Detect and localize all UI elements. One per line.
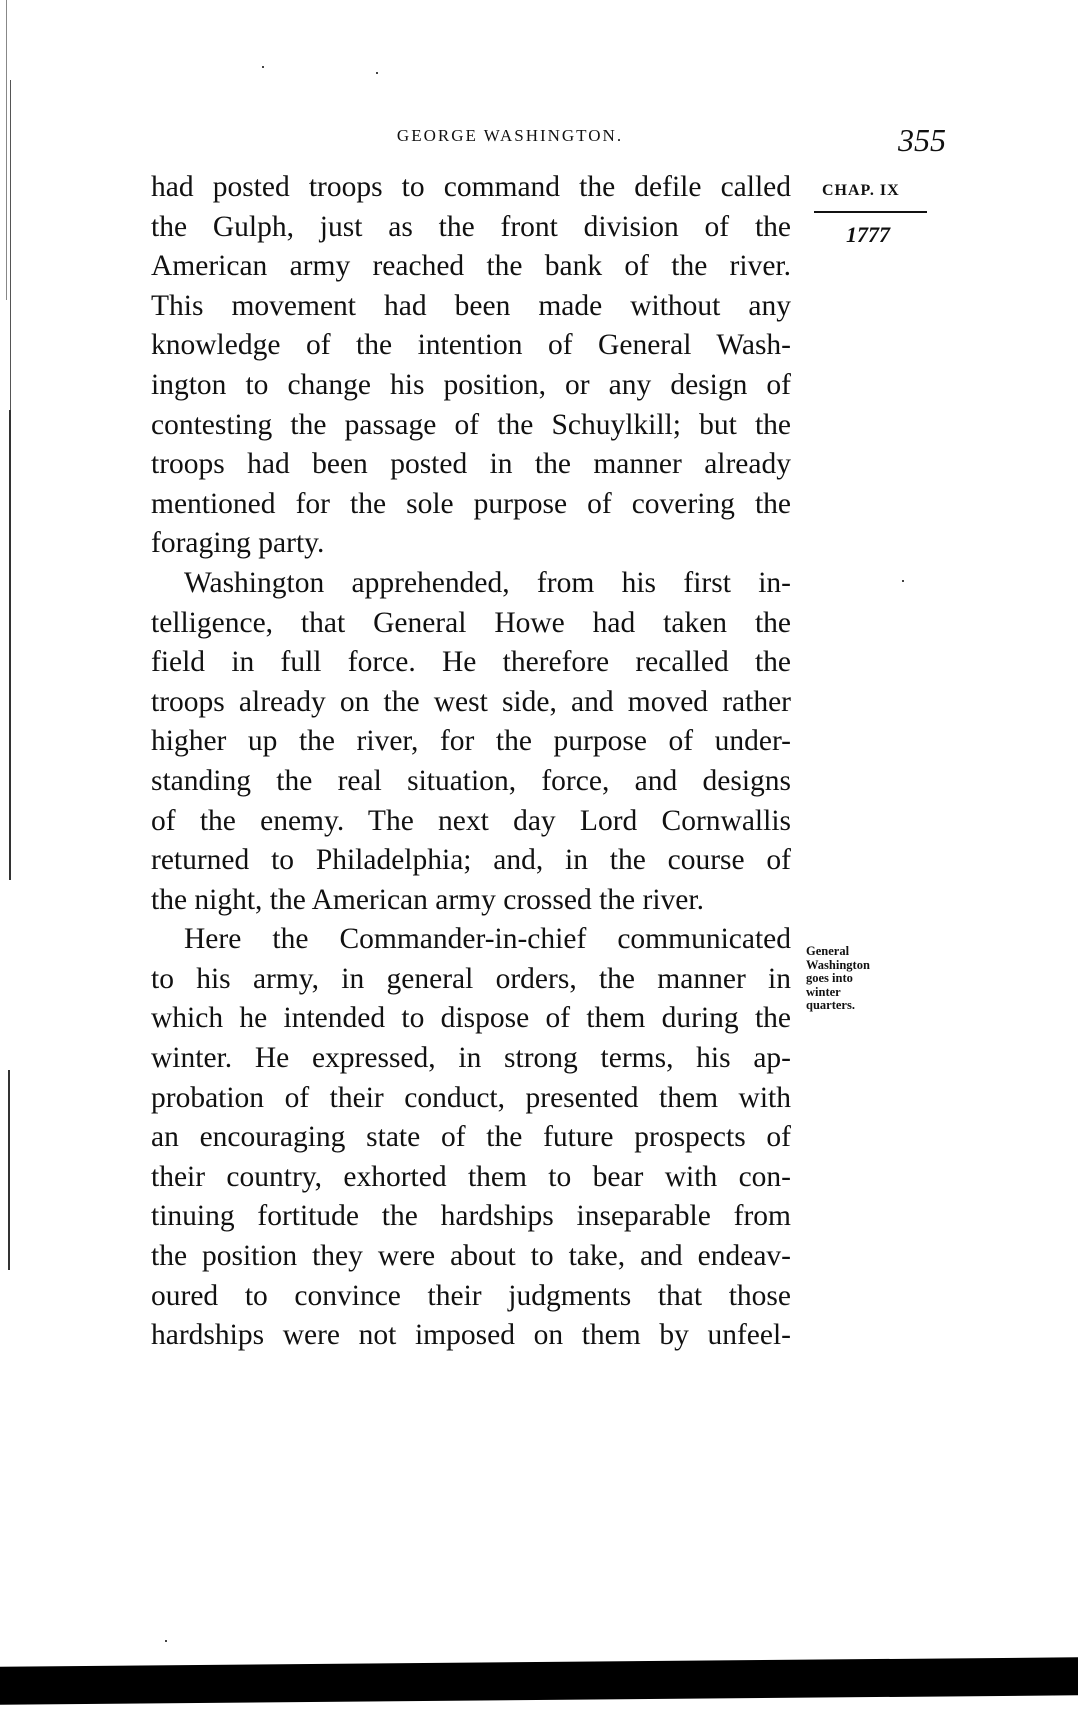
text-line: the Gulph, just as the front division of the — [151, 210, 791, 243]
margin-sidenote — [806, 945, 870, 1013]
scan-edge — [6, 0, 7, 300]
text-line: higher up the river, for the purpose of under- — [151, 725, 791, 758]
sidenote-line: Washington — [806, 957, 870, 972]
text-line: knowledge of the intention of General Wash- — [151, 329, 791, 362]
text-line: had posted troops to command the defile called — [151, 171, 791, 203]
scan-speck — [262, 66, 264, 68]
chapter-label: CHAP. IX — [822, 182, 900, 199]
scan-edge — [9, 410, 11, 880]
margin-rule — [814, 211, 927, 213]
scan-edge — [8, 1070, 10, 1270]
sidenote-line: General — [806, 944, 850, 958]
text-line: the night, the American army crossed the river. — [151, 883, 704, 916]
text-line: hardships were not imposed on them by unfeel- — [151, 1319, 791, 1352]
text-line: oured to convince their judgments that those — [151, 1279, 791, 1312]
scan-speck — [376, 72, 378, 74]
text-line: standing the real situation, force, and designs — [151, 764, 791, 797]
text-line: mentioned for the sole purpose of covering the — [151, 487, 791, 520]
text-line: to his army, in general orders, the manner in — [151, 962, 791, 995]
scan-speck — [902, 580, 904, 582]
text-line: returned to Philadelphia; and, in the course of — [151, 844, 791, 877]
sidenote-line: winter — [806, 984, 841, 999]
text-line: their country, exhorted them to bear with con- — [151, 1160, 791, 1193]
text-line: Here the Commander-in-chief communicated — [184, 923, 791, 956]
text-line: tinuing fortitude the hardships inseparable from — [151, 1200, 791, 1233]
page-number: 355 — [898, 122, 946, 158]
sidenote-line: goes into — [806, 971, 853, 985]
text-line: ington to change his position, or any design of — [151, 368, 791, 401]
text-line: American army reached the bank of the river. — [151, 250, 791, 283]
text-line: telligence, that General Howe had taken the — [151, 606, 791, 639]
text-line: This movement had been made without any — [151, 289, 791, 322]
running-head: GEORGE WASHINGTON. — [396, 126, 624, 145]
text-line: contesting the passage of the Schuylkill; but the — [151, 408, 791, 441]
text-line: probation of their conduct, presented them with — [151, 1081, 791, 1114]
text-line: Washington apprehended, from his first in- — [184, 566, 791, 599]
sidenote-line: quarters. — [806, 998, 855, 1012]
scan-speck — [165, 1640, 167, 1642]
text-line: of the enemy. The next day Lord Cornwallis — [151, 804, 791, 837]
text-line: troops had been posted in the manner already — [151, 448, 791, 481]
text-line: winter. He expressed, in strong terms, his ap- — [151, 1042, 791, 1075]
text-line: field in full force. He therefore recalled the — [151, 646, 791, 679]
text-line: foraging party. — [151, 527, 325, 560]
margin-year: 1777 — [846, 222, 890, 247]
text-line: which he intended to dispose of them during the — [151, 1002, 791, 1035]
text-line: an encouraging state of the future prospects of — [151, 1121, 791, 1154]
scan-bottom-edge — [0, 1657, 1078, 1704]
text-line: troops already on the west side, and moved rather — [151, 685, 791, 718]
text-line: the position they were about to take, and endeav- — [151, 1240, 791, 1273]
body-text — [151, 168, 791, 1356]
